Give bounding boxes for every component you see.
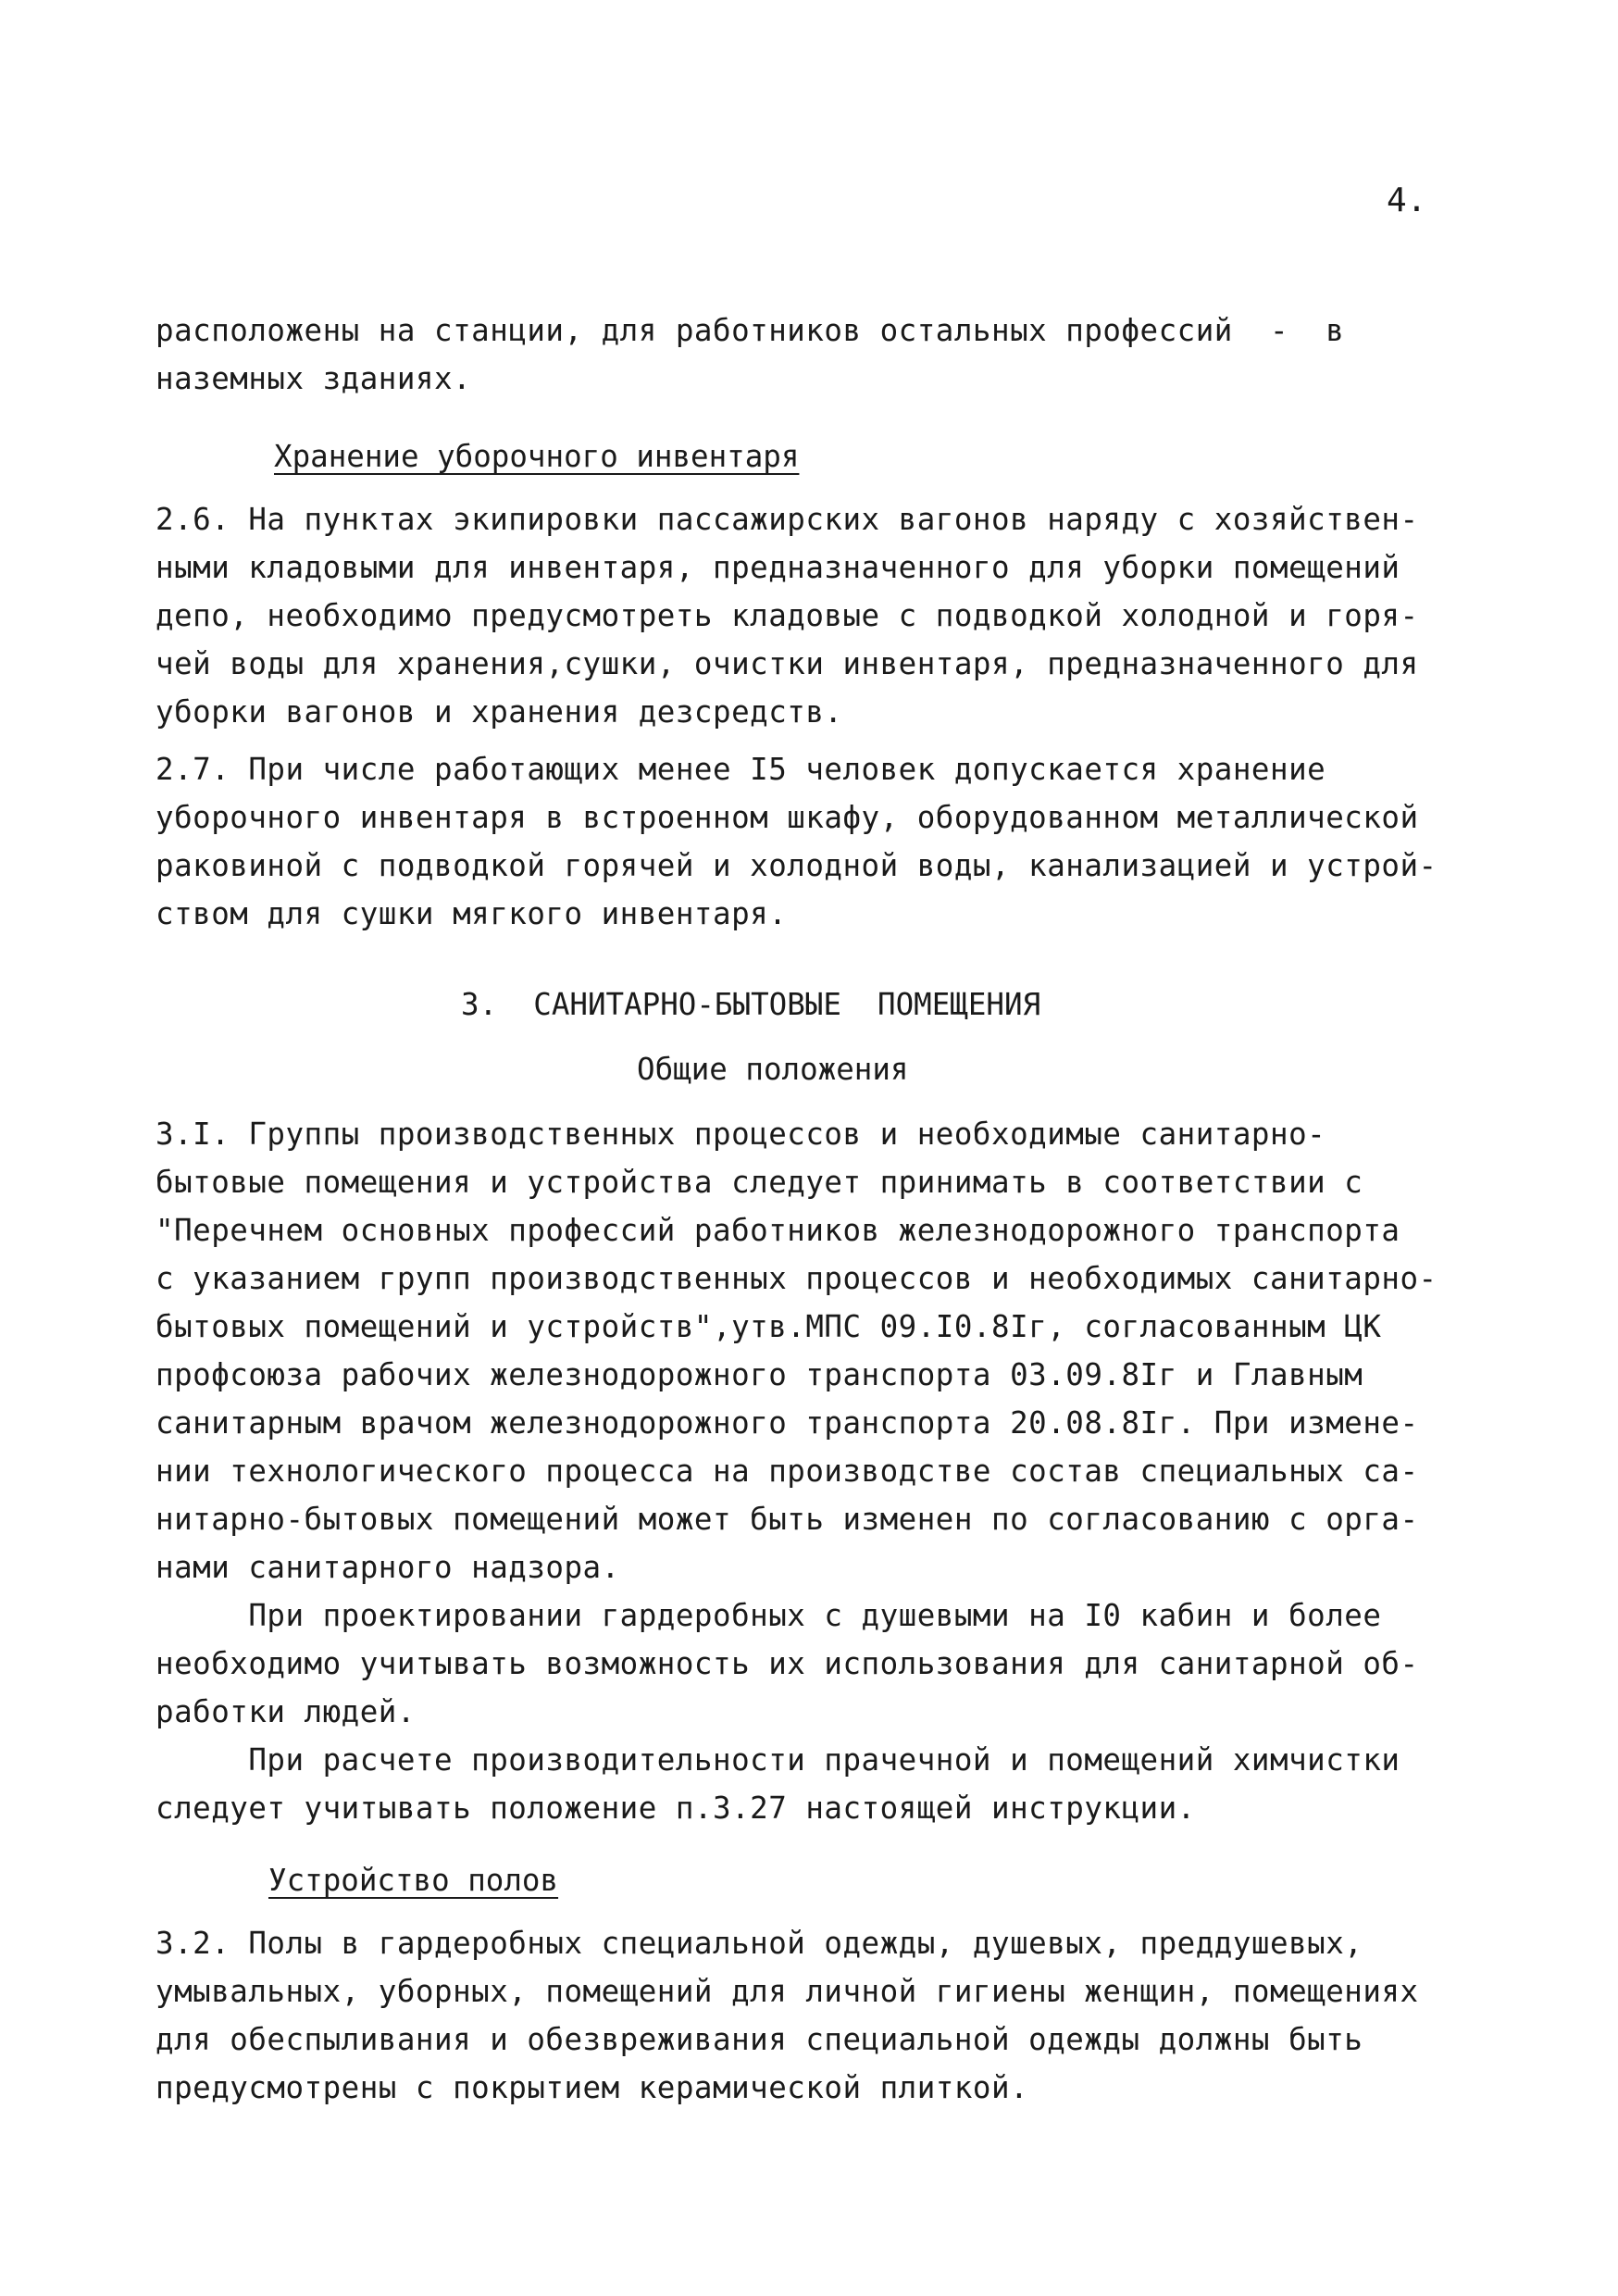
para-calc-line-2: следует учитывать положение п.3.27 настоящей инструкции.: [156, 1791, 1196, 1826]
para-2-7-line-4: ством для сушки мягкого инвентаря.: [156, 896, 788, 931]
para-3-1-line-3: "Перечнем основных профессий работников железнодорожного транспорта: [156, 1213, 1400, 1248]
para-3-1-line-1: 3.I. Группы производственных процессов и необходимые санитарно-: [156, 1117, 1326, 1152]
para-2-7-line-3: раковиной с подводкой горячей и холодной воды, канализацией и устрой-: [156, 848, 1438, 883]
floors-heading: Устройство полов: [268, 1863, 559, 1898]
section-3-subtitle: Общие положения: [637, 1052, 909, 1087]
para-3-1-line-6: профсоюза рабочих железнодорожного транспорта 03.09.8Iг и Главным: [156, 1357, 1363, 1392]
para-3-1-line-5: бытовых помещений и устройств",утв.МПС 09.I0.8Iг, согласованным ЦК: [156, 1309, 1382, 1344]
intro-line-1: расположены на станции, для работников остальных профессий - в: [156, 313, 1345, 348]
page-number: 4.: [1387, 181, 1427, 219]
para-3-1-line-2: бытовые помещения и устройства следует принимать в соответствии с: [156, 1165, 1363, 1200]
para-3-2-line-2: умывальных, уборных, помещений для личной гигиены женщин, помещениях: [156, 1974, 1419, 2009]
para-2-7-line-1: 2.7. При числе работающих менее I5 человек допускается хранение: [156, 752, 1326, 787]
para-2-6-line-2: ными кладовыми для инвентаря, предназначенного для уборки помещений: [156, 550, 1400, 585]
para-2-6-line-4: чей воды для хранения,сушки, очистки инвентаря, предназначенного для: [156, 646, 1419, 681]
para-2-6-line-5: уборки вагонов и хранения дезсредств.: [156, 694, 843, 730]
para-2-6-line-3: депо, необходимо предусмотреть кладовые с подводкой холодной и горя-: [156, 598, 1419, 633]
para-2-6-line-1: 2.6. На пунктах экипировки пассажирских вагонов наряду с хозяйствен-: [156, 502, 1419, 537]
para-design-line-3: работки людей.: [156, 1694, 416, 1729]
storage-heading: Хранение уборочного инвентаря: [274, 439, 800, 474]
intro-line-2: наземных зданиях.: [156, 361, 472, 396]
para-3-1-line-7: санитарным врачом железнодорожного транспорта 20.08.8Iг. При измене-: [156, 1405, 1419, 1441]
section-3-title: 3. САНИТАРНО-БЫТОВЫЕ ПОМЕЩЕНИЯ: [461, 987, 1041, 1022]
para-3-1-line-9: нитарно-бытовых помещений может быть изменен по согласованию с орга-: [156, 1502, 1419, 1537]
para-3-2-line-4: предусмотрены с покрытием керамической плиткой.: [156, 2070, 1029, 2105]
para-3-2-line-1: 3.2. Полы в гардеробных специальной одежды, душевых, преддушевых,: [156, 1926, 1363, 1961]
para-3-1-line-10: нами санитарного надзора.: [156, 1550, 620, 1585]
para-calc-line-1: При расчете производительности прачечной и помещений химчистки: [156, 1742, 1400, 1778]
para-3-1-line-8: нии технологического процесса на производстве состав специальных са-: [156, 1454, 1419, 1489]
para-3-1-line-4: с указанием групп производственных процессов и необходимых санитарно-: [156, 1261, 1438, 1296]
para-3-2-line-3: для обеспыливания и обезвреживания специальной одежды должны быть: [156, 2022, 1363, 2057]
para-design-line-1: При проектировании гардеробных с душевыми на I0 кабин и более: [156, 1598, 1382, 1633]
para-2-7-line-2: уборочного инвентаря в встроенном шкафу, оборудованном металлической: [156, 800, 1419, 835]
para-design-line-2: необходимо учитывать возможность их использования для санитарной об-: [156, 1646, 1419, 1681]
